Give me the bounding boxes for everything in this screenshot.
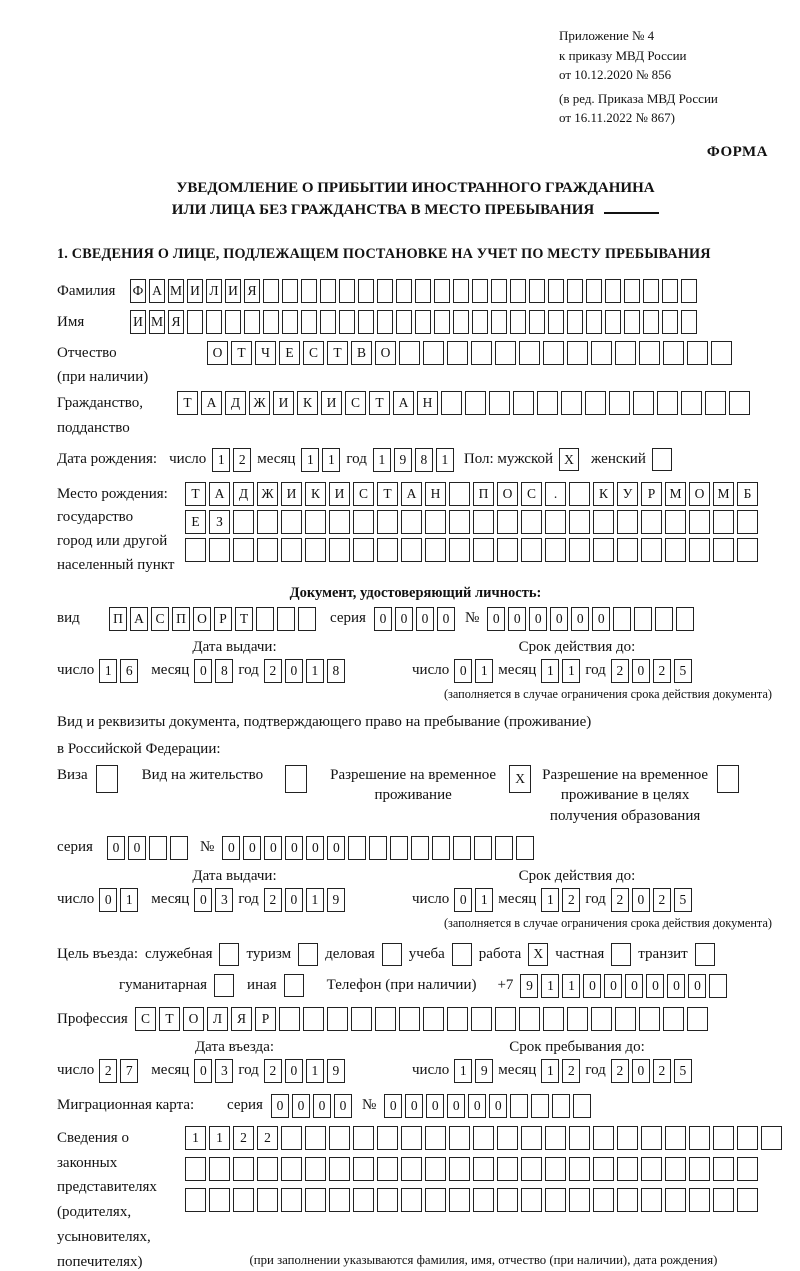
year-label: год	[585, 1062, 606, 1079]
month-label: месяц	[498, 1062, 537, 1079]
purpose-transit-label: транзит	[638, 945, 688, 962]
migration-seriya-input[interactable]: 0 0 0 0	[271, 1094, 352, 1118]
stay-month-input[interactable]: 1 2	[541, 1059, 580, 1083]
number-label: №	[361, 1097, 377, 1114]
residence-issue-year-input[interactable]: 2 0 1 9	[264, 888, 345, 912]
appendix-line: Приложение № 4	[559, 28, 655, 43]
day-label: число	[412, 662, 450, 678]
female-checkbox[interactable]	[652, 448, 672, 471]
doc-seriya-label: серия	[330, 610, 366, 626]
profession-row	[57, 1007, 774, 1031]
purpose-study-label: учеба	[408, 945, 445, 962]
entry-dates-head	[57, 1039, 774, 1056]
doc-number-input[interactable]: 0 0 0 0 0 0	[487, 607, 694, 631]
year-label: год	[238, 891, 259, 908]
phone-label: Телефон (при наличии)	[326, 977, 477, 994]
title-line-2: ИЛИ ЛИЦА БЕЗ ГРАЖДАНСТВА В МЕСТО ПРЕБЫВАНИЯ	[57, 199, 774, 222]
year-label: год	[238, 662, 259, 678]
firstname-input[interactable]: И М Я	[130, 310, 697, 334]
valid-until-label: Срок действия до:	[518, 867, 636, 884]
seriya-label: серия	[227, 1097, 263, 1114]
month-label: месяц	[151, 1062, 190, 1079]
month-label: месяц	[151, 662, 190, 678]
migration-card-label: Миграционная карта:	[57, 1097, 195, 1114]
year-label: год	[238, 1062, 259, 1079]
issue-date-label: Дата выдачи:	[192, 867, 277, 884]
purpose-study-checkbox[interactable]	[452, 943, 472, 966]
purpose-business-checkbox[interactable]	[382, 943, 402, 966]
citizenship-input[interactable]: Т А Д Ж И К И С Т А Н	[177, 391, 750, 415]
entry-year-input[interactable]: 2 0 1 9	[264, 1059, 345, 1083]
phone-prefix: +7	[497, 977, 514, 994]
purpose-label: Цель въезда:	[57, 945, 138, 962]
firstname-row	[57, 310, 774, 334]
visa-checkbox[interactable]	[96, 765, 118, 793]
representatives-input-row3[interactable]	[185, 1188, 782, 1212]
purpose-tourism-label: туризм	[246, 945, 292, 962]
residence-permit-option	[142, 765, 307, 793]
page-title	[57, 177, 774, 222]
doc-issue-month-input[interactable]: 0 8	[194, 659, 233, 683]
residence-issue-day-input[interactable]: 0 1	[99, 888, 138, 912]
surname-input[interactable]: Ф А М И Л И Я	[130, 279, 697, 303]
profession-input[interactable]: С Т О Л Я Р	[135, 1007, 708, 1031]
title-blank-underline	[604, 200, 659, 214]
doc-valid-day-input[interactable]: 0 1	[454, 659, 493, 683]
day-label: число	[57, 1062, 95, 1079]
issue-date-label: Дата выдачи:	[192, 638, 277, 655]
citizenship-label: Гражданство, подданство	[57, 395, 144, 436]
residence-doc-dates-head	[57, 868, 774, 885]
rvp-education-label: Разрешение на временное проживание в целях получения образования	[542, 767, 709, 824]
birthplace-label: Место рождения: государство город или другой населенный пункт	[57, 485, 175, 573]
patronymic-input[interactable]: О Т Ч Е С Т В О	[207, 341, 732, 365]
representatives-input-row1[interactable]: 1 1 2 2	[185, 1126, 782, 1150]
patronymic-row	[57, 341, 774, 388]
residence-seriya-input[interactable]: 0 0	[107, 836, 188, 860]
restriction-note: (заполняется в случае ограничения срока действия документа)	[443, 686, 772, 701]
month-label: месяц	[498, 662, 537, 678]
purpose-transit-checkbox[interactable]	[695, 943, 715, 966]
stay-year-input[interactable]: 2 0 2 5	[611, 1059, 692, 1083]
purpose-work-checkbox[interactable]: X	[528, 943, 548, 966]
purpose-work-label: работа	[478, 945, 522, 962]
birthplace-input-row2[interactable]: Е З	[185, 510, 758, 534]
residence-permit-checkbox[interactable]	[285, 765, 307, 793]
residence-doc-intro-2: в Российской Федерации:	[57, 740, 221, 757]
residence-doc-seriya-row	[57, 836, 774, 860]
appendix-line: от 10.12.2020 № 856	[559, 67, 672, 82]
purpose-humanitarian-checkbox[interactable]	[214, 974, 234, 997]
purpose-private-checkbox[interactable]	[611, 943, 631, 966]
month-label: месяц	[151, 891, 190, 908]
purpose-other-label: иная	[247, 977, 277, 994]
entry-dates-row	[57, 1059, 774, 1083]
entry-date-label: Дата въезда:	[194, 1038, 275, 1055]
gender-male-label: Пол: мужской	[463, 451, 554, 467]
restriction-note: (заполняется в случае ограничения срока действия документа)	[443, 915, 772, 930]
entry-day-input[interactable]: 2 7	[99, 1059, 138, 1083]
rvp-option	[325, 765, 531, 806]
rvp-education-checkbox[interactable]	[717, 765, 739, 793]
doc-seriya-input[interactable]: 0 0 0 0	[374, 607, 455, 631]
doc-issue-year-input[interactable]: 2 0 1 8	[264, 659, 345, 683]
purpose-other-checkbox[interactable]	[284, 974, 304, 997]
year-label: год	[346, 451, 367, 467]
identity-doc-dates-row	[57, 659, 774, 683]
purpose-row-1	[57, 943, 774, 966]
doc-valid-year-input[interactable]: 2 0 2 5	[611, 659, 692, 683]
rvp-checkbox[interactable]: X	[509, 765, 531, 793]
doc-kind-label: вид	[57, 610, 80, 627]
birth-month-input[interactable]: 1 1	[301, 448, 340, 472]
patronymic-label: Отчество (при наличии)	[57, 344, 149, 386]
month-label: месяц	[498, 891, 537, 908]
phone-input[interactable]: 9 1 1 0 0 0 0 0 0	[520, 974, 727, 998]
migration-card-row	[57, 1094, 774, 1118]
section-1-heading: 1. СВЕДЕНИЯ О ЛИЦЕ, ПОДЛЕЖАЩЕМ ПОСТАНОВКЕ НА УЧЕТ ПО МЕСТУ ПРЕБЫВАНИЯ	[57, 245, 711, 262]
male-checkbox[interactable]: X	[559, 448, 579, 471]
day-label: число	[412, 891, 450, 908]
doc-number-label: №	[464, 610, 480, 626]
valid-until-label: Срок действия до:	[518, 638, 636, 655]
number-label: №	[200, 839, 215, 856]
visa-option	[57, 765, 118, 793]
residence-number-input[interactable]: 0 0 0 0 0 0	[222, 836, 534, 860]
residence-valid-month-input[interactable]: 1 2	[541, 888, 580, 912]
appendix-line: к приказу МВД России	[559, 47, 687, 63]
doc-issue-day-input[interactable]: 1 6	[99, 659, 138, 683]
purpose-row-2	[119, 974, 774, 998]
doc-valid-month-input[interactable]: 1 1	[541, 659, 580, 683]
representatives-row	[57, 1126, 774, 1271]
surname-row	[57, 279, 774, 303]
birthplace-input-row3[interactable]	[185, 538, 758, 562]
birthplace-input-row1[interactable]: Т А Д Ж И К И С Т А Н П О С . К У Р М О М Б	[185, 482, 758, 506]
residence-doc-dates-row	[57, 888, 774, 912]
day-label: число	[57, 891, 95, 908]
purpose-official-label: служебная	[144, 945, 213, 962]
purpose-business-label: деловая	[325, 945, 375, 962]
year-label: год	[585, 662, 606, 678]
seriya-label: серия	[57, 839, 93, 856]
residence-permit-label: Вид на жительство	[141, 767, 264, 783]
purpose-official-checkbox[interactable]	[219, 943, 239, 966]
rvp-education-option	[541, 765, 739, 826]
residence-issue-month-input[interactable]: 0 3	[194, 888, 233, 912]
surname-label: Фамилия	[57, 282, 116, 299]
purpose-humanitarian-label: гуманитарная	[119, 977, 208, 994]
appendix-line: от 16.11.2022 № 867)	[559, 110, 676, 125]
identity-doc-dates-head	[57, 639, 774, 656]
representatives-input-row2[interactable]	[185, 1157, 782, 1181]
residence-doc-intro-1: Вид и реквизиты документа, подтверждающего право на пребывание (проживание)	[57, 713, 592, 730]
stay-until-label: Срок пребывания до:	[509, 1038, 645, 1055]
appendix-line: (в ред. Приказа МВД России	[559, 90, 718, 106]
birthplace-row	[57, 482, 774, 575]
citizenship-row	[57, 391, 774, 438]
purpose-tourism-checkbox[interactable]	[298, 943, 318, 966]
representatives-note: (при заполнении указываются фамилия, имя, отчество (при наличии), дата рождения)	[249, 1252, 718, 1267]
identity-doc-row	[57, 607, 774, 631]
day-label: число	[412, 1062, 450, 1079]
purpose-private-label: частная	[555, 945, 605, 962]
residence-valid-day-input[interactable]: 0 1	[454, 888, 493, 912]
appendix-note	[559, 26, 774, 128]
day-label: число	[57, 662, 95, 678]
month-label: месяц	[257, 451, 296, 467]
residence-valid-year-input[interactable]: 2 0 2 5	[611, 888, 692, 912]
birth-year-input[interactable]: 1 9 8 1	[373, 448, 454, 472]
day-label: число	[169, 451, 207, 467]
residence-doc-options	[57, 765, 774, 826]
visa-label: Виза	[57, 767, 88, 783]
birthdate-label: Дата рождения:	[57, 451, 158, 468]
entry-month-input[interactable]: 0 3	[194, 1059, 233, 1083]
title-line-1: УВЕДОМЛЕНИЕ О ПРИБЫТИИ ИНОСТРАННОГО ГРАЖДАНИНА	[176, 179, 655, 196]
gender-female-label: женский	[591, 451, 646, 467]
firstname-label: Имя	[57, 313, 85, 330]
birth-day-input[interactable]: 1 2	[212, 448, 251, 472]
identity-doc-heading: Документ, удостоверяющий личность:	[289, 584, 542, 601]
profession-label: Профессия	[57, 1010, 128, 1027]
form-label: ФОРМА	[706, 143, 768, 160]
representatives-label: Сведения о законных представителях (родителях, усыновителях, попечителях)	[57, 1129, 157, 1270]
stay-day-input[interactable]: 1 9	[454, 1059, 493, 1083]
rvp-label: Разрешение на временное проживание	[330, 767, 497, 804]
birthdate-row	[57, 448, 774, 472]
year-label: год	[585, 891, 606, 908]
doc-kind-input[interactable]: П А С П О Р Т	[109, 607, 316, 631]
migration-number-input[interactable]: 0 0 0 0 0 0	[384, 1094, 591, 1118]
